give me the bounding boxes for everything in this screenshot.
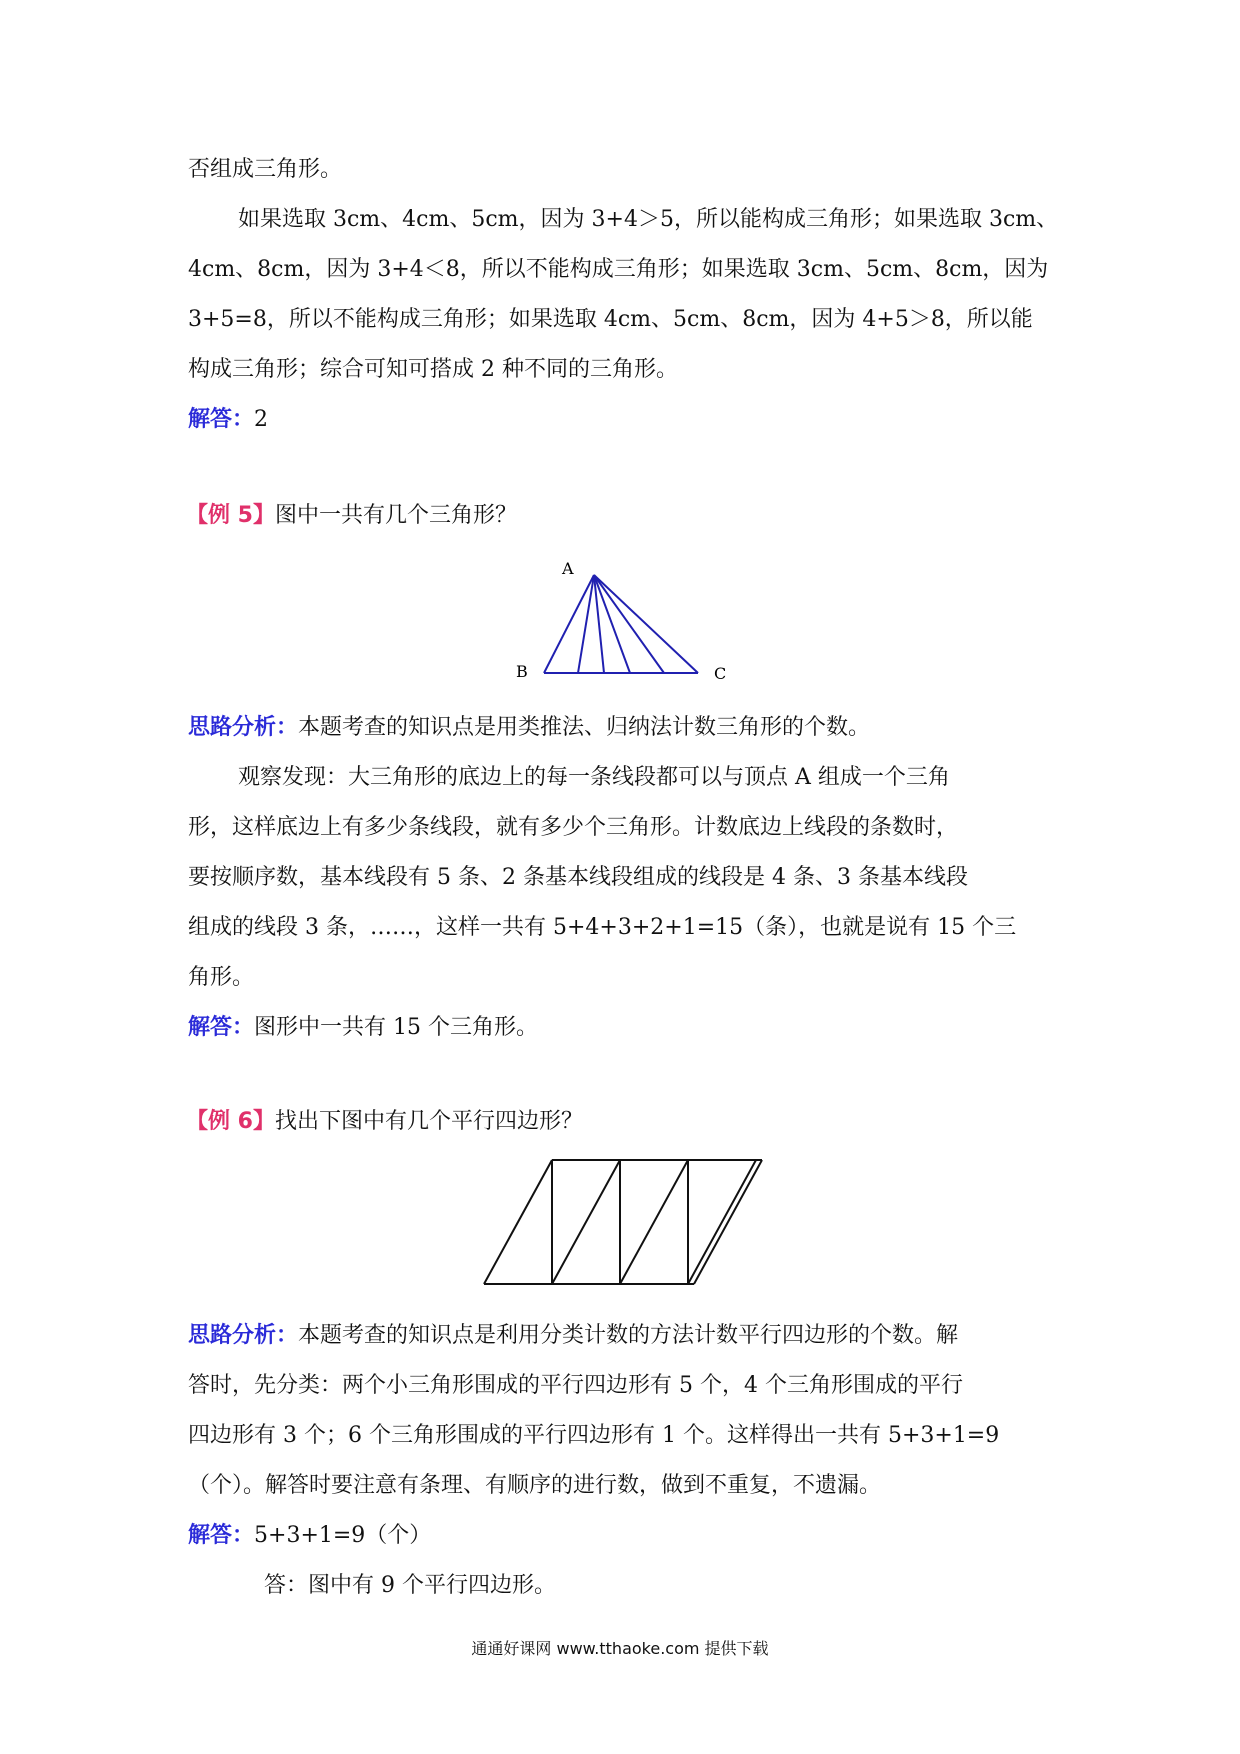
footer-credit: 通通好课网 www.tthaoke.com 提供下载 <box>471 1639 769 1658</box>
text-line: 4cm、8cm，因为 3+4＜8，所以不能构成三角形；如果选取 3cm、5cm、8cm，因为 <box>188 257 1049 282</box>
triangle-side-ac <box>594 575 698 673</box>
analysis-text: 本题考查的知识点是用类推法、归纳法计数三角形的个数。 <box>298 715 871 740</box>
text-line: 否组成三角形。 <box>188 157 343 182</box>
example-5-heading <box>186 502 517 530</box>
answer-line <box>188 1522 431 1550</box>
answer-value: 5+3+1=9（个） <box>254 1523 432 1548</box>
answer-value: 图形中一共有 15 个三角形。 <box>254 1015 538 1040</box>
diagonal-divider <box>688 1160 756 1284</box>
text-line: 形，这样底边上有多少条线段，就有多少个三角形。计数底边上线段的条数时， <box>188 815 959 840</box>
answer-line <box>188 406 268 434</box>
text-line: （个）。解答时要注意有条理、有顺序的进行数，做到不重复，不遗漏。 <box>188 1473 882 1498</box>
example-question: 图中一共有几个三角形？ <box>274 503 517 528</box>
text-line: 构成三角形；综合可知可搭成 2 种不同的三角形。 <box>188 357 678 382</box>
answer-label: 解答： <box>188 1015 255 1040</box>
vertex-label-c: C <box>714 664 727 683</box>
text-line: 3+5=8，所以不能构成三角形；如果选取 4cm、5cm、8cm，因为 4+5＞8，所以能 <box>188 307 1033 332</box>
analysis-line <box>188 1322 958 1350</box>
diagonal-divider <box>620 1160 688 1284</box>
analysis-text: 本题考查的知识点是利用分类计数的方法计数平行四边形的个数。解 <box>298 1323 959 1348</box>
example-6-heading <box>186 1108 583 1136</box>
triangle-figure <box>500 555 740 685</box>
text-line: 答时，先分类：两个小三角形围成的平行四边形有 5 个，4 个三角形围成的平行 <box>188 1373 963 1398</box>
text-line: 四边形有 3 个；6 个三角形围成的平行四边形有 1 个。这样得出一共有 5+3+1=9 <box>188 1423 1000 1448</box>
example-tag: 【例 5】 <box>186 503 275 528</box>
answer-label: 解答： <box>188 407 255 432</box>
text-line: 要按顺序数，基本线段有 5 条、2 条基本线段组成的线段是 4 条、3 条基本线段 <box>188 865 968 890</box>
vertex-label-b: B <box>516 662 528 681</box>
right-edge <box>694 1160 762 1284</box>
vertex-label-a: A <box>562 559 574 578</box>
analysis-line <box>188 714 870 742</box>
text-line: 如果选取 3cm、4cm、5cm，因为 3+4＞5，所以能构成三角形；如果选取 3cm、 <box>238 207 1059 232</box>
parallelogram-figure <box>470 1148 770 1296</box>
answer-label: 解答： <box>188 1523 255 1548</box>
left-edge <box>484 1160 552 1284</box>
example-tag: 【例 6】 <box>186 1109 275 1134</box>
text-line: 观察发现：大三角形的底边上的每一条线段都可以与顶点 A 组成一个三角 <box>238 765 950 790</box>
example-question: 找出下图中有几个平行四边形？ <box>274 1109 583 1134</box>
analysis-label: 思路分析： <box>188 715 299 740</box>
analysis-label: 思路分析： <box>188 1323 299 1348</box>
answer-line <box>188 1014 538 1042</box>
answer-line-2: 答：图中有 9 个平行四边形。 <box>264 1573 556 1598</box>
text-line: 角形。 <box>188 965 255 990</box>
text-line: 组成的线段 3 条，……，这样一共有 5+4+3+2+1=15（条），也就是说有 15 个三 <box>188 915 1017 940</box>
diagonal-divider <box>552 1160 620 1284</box>
answer-value: 2 <box>254 407 269 432</box>
triangle-cevian <box>594 575 664 673</box>
